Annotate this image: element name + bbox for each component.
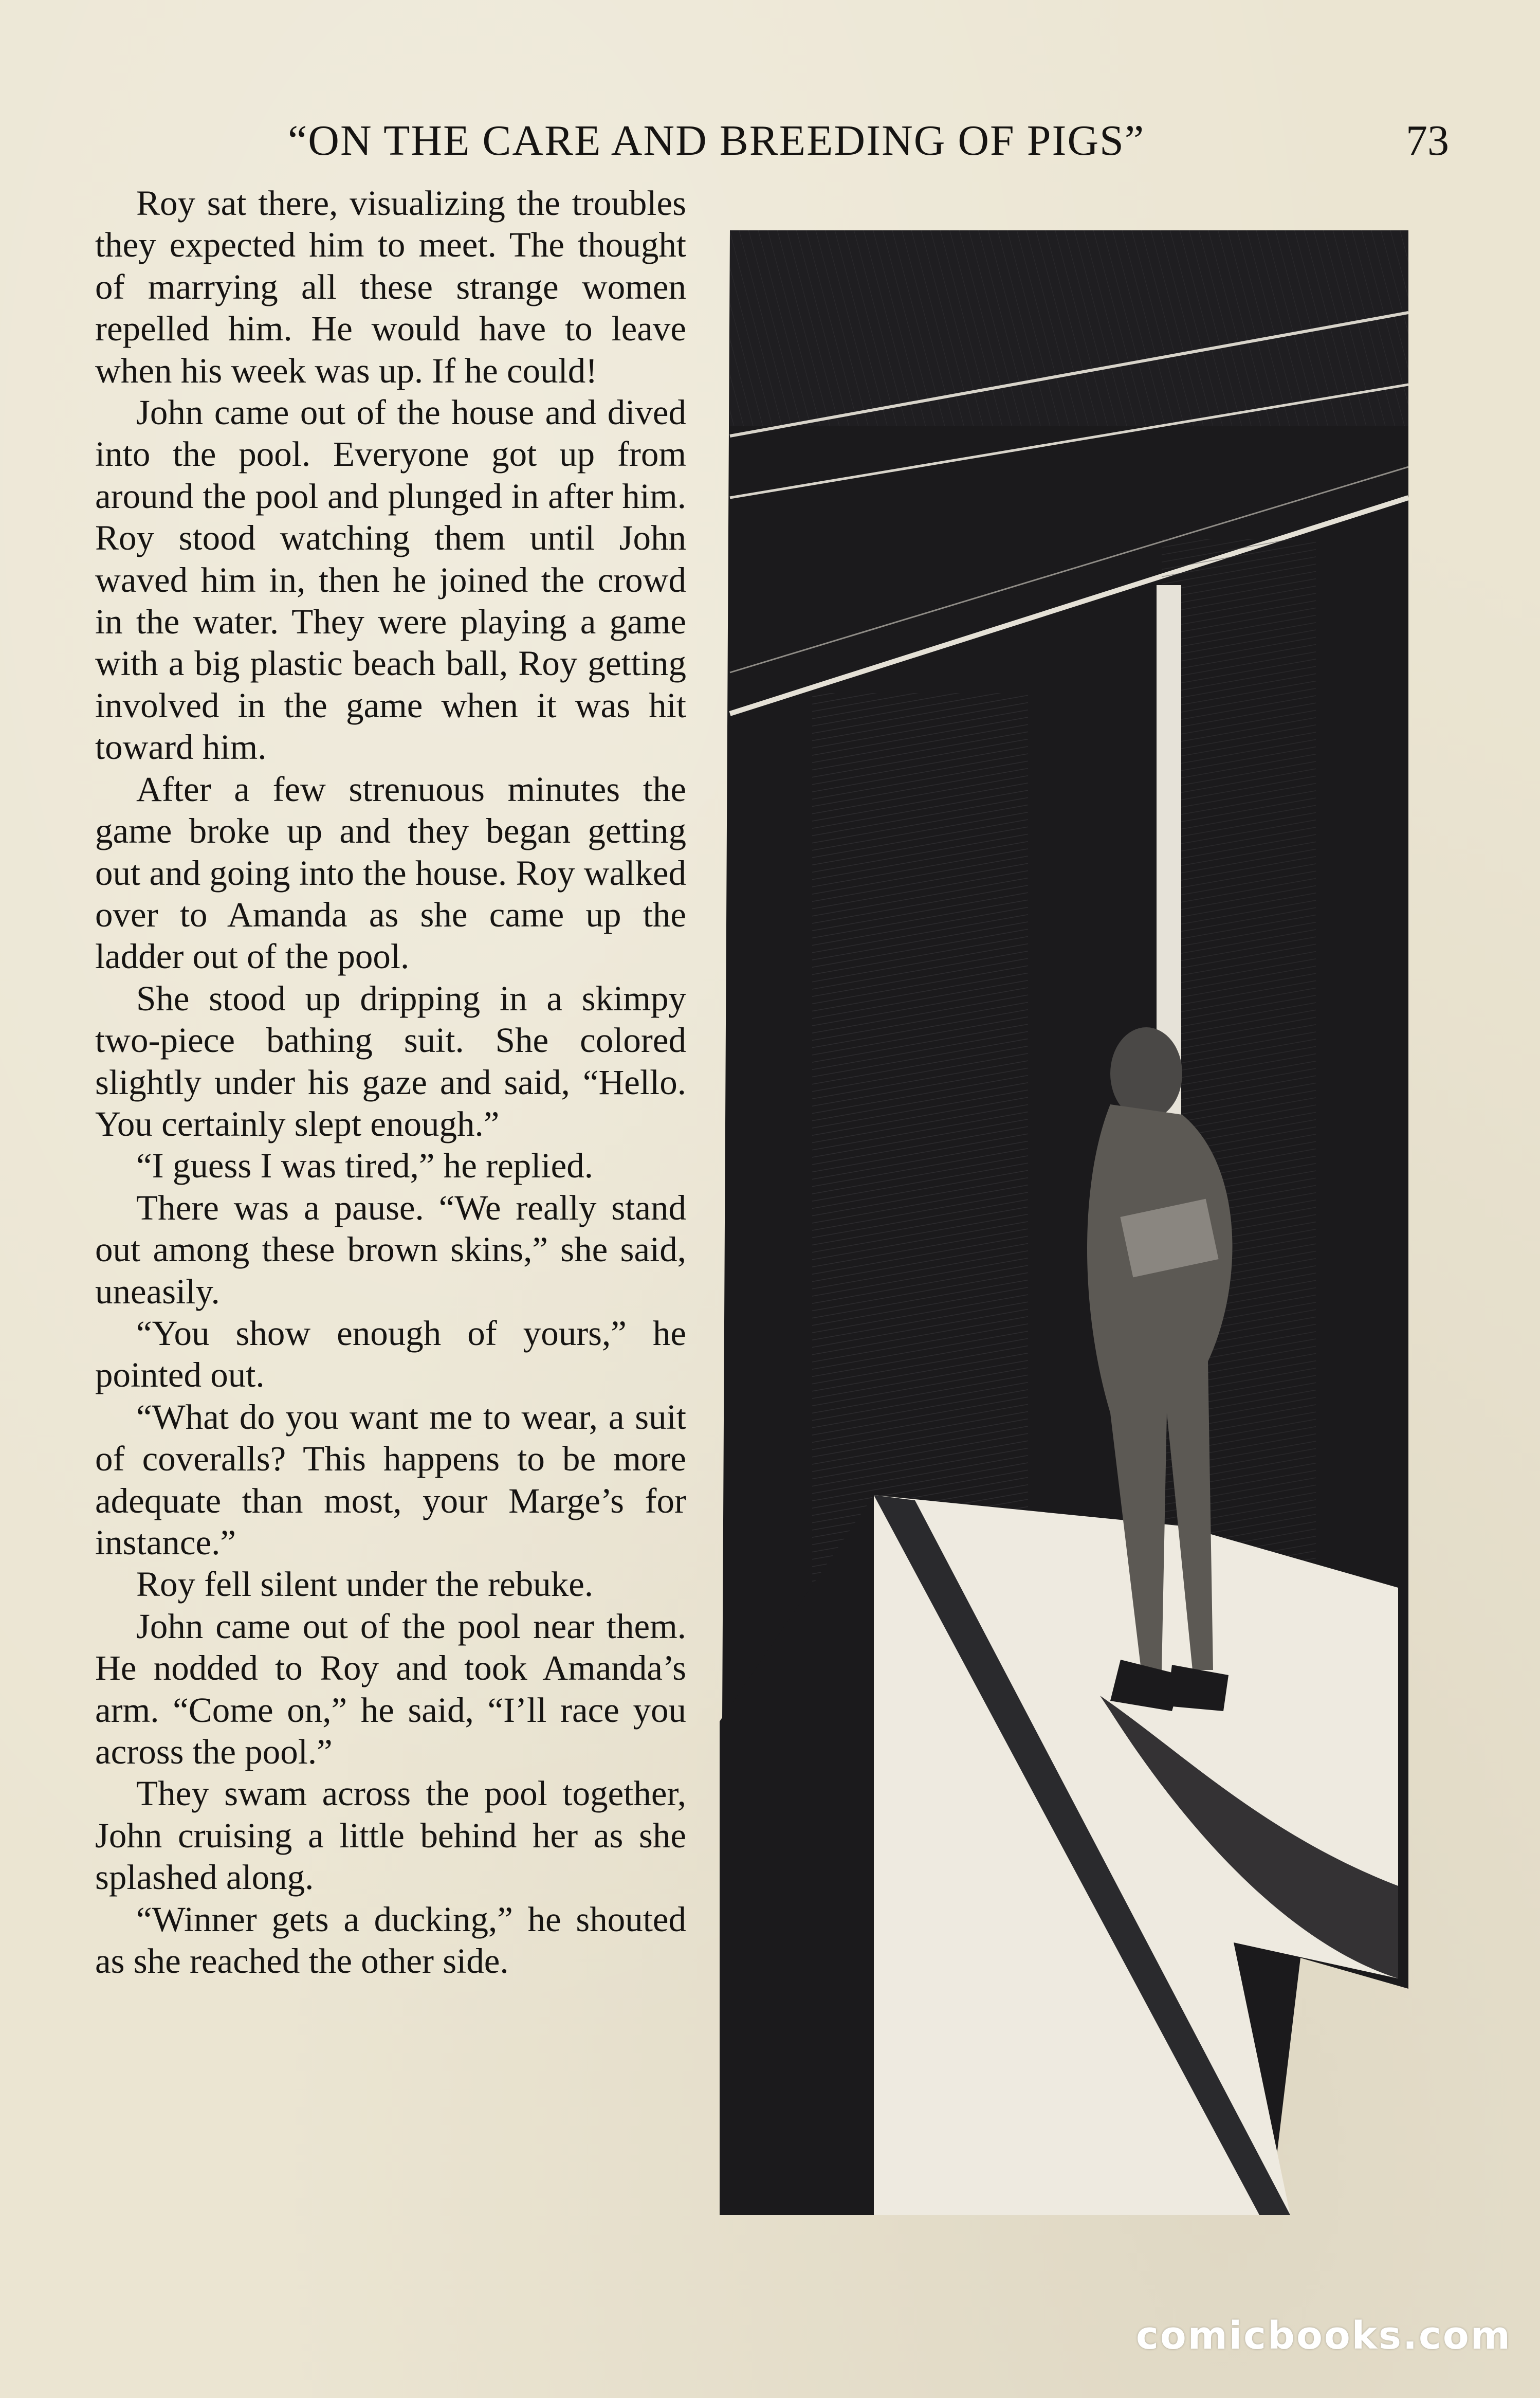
paragraph: “Winner gets a ducking,” he shouted as she reached the other side. (95, 1899, 686, 1981)
doorway-illustration (720, 230, 1408, 2215)
paragraph: John came out of the house and dived into the pool. Everyone got up from around the pool and plunged in after him. Roy stood watching them until John waved him in, then he joined the crowd in the water. They were playing a game with a big plastic beach ball, Roy getting involved in the game when it was hit toward him. (95, 393, 686, 767)
paragraph: “What do you want me to wear, a suit of coveralls? This happens to be more adequate than most, your Marge’s for instance.” (95, 1397, 686, 1562)
paragraph: She stood up dripping in a skimpy two-piece bathing suit. She colored slightly under his gaze and said, “Hello. You certainly slept enough.” (95, 978, 686, 1143)
paragraph: They swam across the pool together, John cruising a little behind her as she splashed along. (95, 1774, 686, 1897)
paragraph: There was a pause. “We really stand out among these brown skins,” she said, uneasily. (95, 1188, 686, 1311)
watermark: comicbooks.com (1136, 2314, 1512, 2358)
paragraph: John came out of the pool near them. He nodded to Roy and took Amanda’s arm. “Come on,” he said, “I’ll race you across the pool.” (95, 1606, 686, 1772)
running-head: “ON THE CARE AND BREEDING OF PIGS” (288, 117, 1145, 165)
body-text-column (95, 183, 686, 2234)
page-number: 73 (1406, 117, 1449, 165)
paragraph: Roy fell silent under the rebuke. (136, 1565, 594, 1604)
paragraph: “I guess I was tired,” he replied. (136, 1146, 593, 1186)
paragraph: “You show enough of yours,” he pointed out. (95, 1313, 686, 1395)
paragraph: After a few strenuous minutes the game broke up and they began getting out and going into the house. Roy walked over to Amanda as she came up the ladder out of the pool. (95, 769, 686, 976)
paragraph: Roy sat there, visualizing the troubles they expected him to meet. The thought of marrying all these strange women repelled him. He would have to leave when his week was up. If he could! (95, 184, 686, 390)
